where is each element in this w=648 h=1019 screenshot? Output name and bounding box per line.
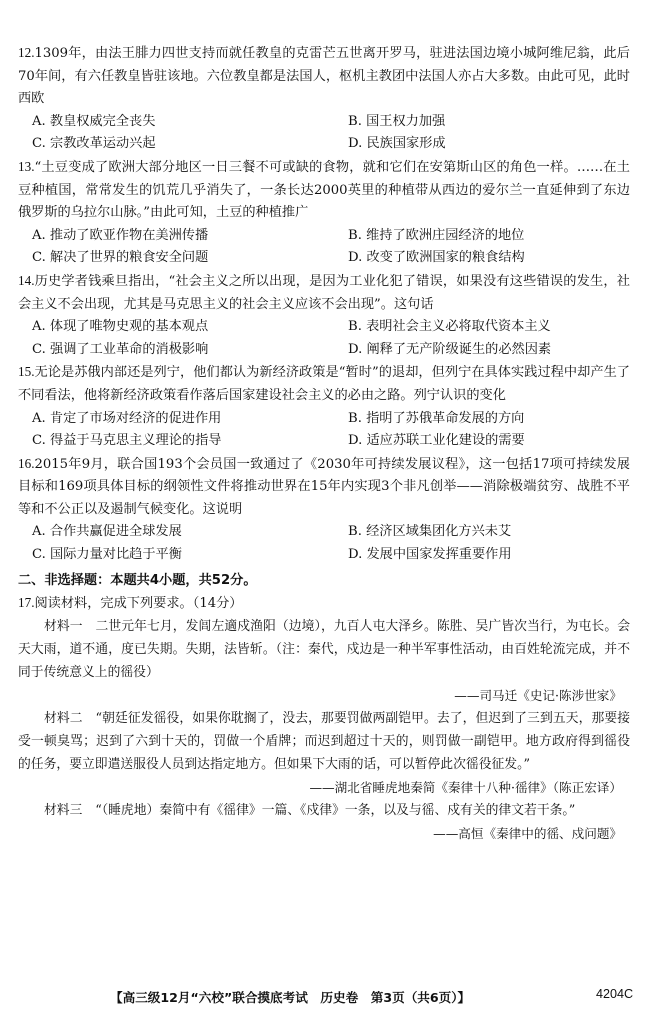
option-a: A. 合作共赢促进全球发展 — [32, 524, 182, 540]
option-d: D. 民族国家形成 — [348, 136, 446, 152]
section-title: 二、非选择题：本题共4小题，共52分。 — [18, 572, 257, 588]
option-a: A. 体现了唯物史观的基本观点 — [32, 319, 209, 335]
question-13 — [18, 156, 630, 270]
question-16 — [18, 453, 630, 567]
option-c: C. 国际力量对比趋于平衡 — [32, 547, 182, 563]
question-text: 历史学者钱乘旦指出，“社会主义之所以出现，是因为工业化犯了错误，如果没有这些错误的发生，社会主义不会出现，尤其是马克思主义的社会主义应该不会出现”。这句话 — [18, 273, 630, 312]
material-3 — [18, 799, 630, 845]
footer-exam-info: 【高三级12月“六校”联合摸底考试 历史卷 第3页（共6页）】 — [110, 990, 471, 1005]
question-number: 16. — [18, 455, 35, 471]
question-17 — [18, 592, 630, 616]
question-15 — [18, 361, 630, 452]
options — [18, 111, 630, 156]
material-source: ——湖北省睡虎地秦简《秦律十八种·徭律》（陈正宏译） — [309, 780, 622, 796]
option-b: B. 指明了苏俄革命发展的方向 — [348, 410, 525, 426]
question-text: 1309年，由法王腓力四世支持而就任教皇的克雷芒五世离开罗马，驻进法国边境小城阿维尼翁，此后70年间，有六任教皇皆驻该地。六位教皇都是法国人，枢机主教团中法国人亦占大多数。由此可见，此时西欧 — [18, 46, 630, 107]
question-text: 2015年9月，联合国193个会员国一致通过了《2030年可持续发展议程》，这一包括17项可持续发展目标和169项具体目标的纲领性文件将推动世界在15年内实现3个非凡创举——消除极端贫穷、战胜不平等和不公正以及遏制气候变化。这说明 — [18, 456, 630, 517]
footer-code: 4204C — [596, 987, 634, 1001]
option-c: C. 宗教改革运动兴起 — [32, 136, 156, 152]
options — [18, 316, 630, 361]
question-number: 14. — [18, 272, 35, 288]
material-text: 材料三 “（睡虎地）秦简中有《徭律》一篇、《戍律》一条，以及与徭、戍有关的律文若干条。” — [44, 803, 576, 819]
material-source: ——高恒《秦律中的徭、戍问题》 — [433, 826, 622, 842]
option-c: C. 得益于马克思主义理论的指导 — [32, 433, 222, 449]
option-b: B. 国王权力加强 — [348, 113, 446, 129]
option-d: D. 发展中国家发挥重要作用 — [348, 547, 512, 563]
question-number: 17. — [18, 594, 35, 610]
question-number: 15. — [18, 364, 35, 380]
material-1 — [18, 615, 630, 707]
option-b: B. 经济区域集团化方兴未艾 — [348, 524, 512, 540]
material-text: 材料二 “朝廷征发徭役，如果你耽搁了，没去，那要罚做两副铠甲。去了，但迟到了三到五天，那要接受一顿臭骂；迟到了六到十天的，罚做一个盾牌；而迟到超过十天的，则罚做一副铠甲。地方政府得到徭役的任务，要立即遣送服役人员到达指定地方。但如果下大雨的话，可以暂停此次徭役征发。” — [18, 711, 630, 773]
option-d: D. 改变了欧洲国家的粮食结构 — [348, 250, 525, 266]
material-2 — [18, 707, 630, 799]
options — [18, 225, 630, 270]
options — [18, 521, 630, 566]
question-12 — [18, 42, 630, 156]
options — [18, 408, 630, 453]
option-a: A. 肯定了市场对经济的促进作用 — [32, 410, 222, 426]
material-source: ——司马迁《史记·陈涉世家》 — [454, 688, 622, 704]
option-d: D. 适应苏联工业化建设的需要 — [348, 433, 525, 449]
option-c: C. 解决了世界的粮食安全问题 — [32, 250, 209, 266]
option-b: B. 表明社会主义必将取代资本主义 — [348, 319, 551, 335]
option-d: D. 阐释了无产阶级诞生的必然因素 — [348, 341, 552, 357]
option-a: A. 推动了欧亚作物在美洲传播 — [32, 227, 209, 243]
option-b: B. 维持了欧洲庄园经济的地位 — [348, 227, 525, 243]
question-text: 无论是苏俄内部还是列宁，他们都认为新经济政策是“暂时”的退却，但列宁在具体实践过程中却产生了不同看法，他将新经济政策看作落后国家建设社会主义的必由之路。列宁认识的变化 — [18, 365, 630, 403]
option-a: A. 教皇权威完全丧失 — [32, 113, 156, 129]
question-text: 阅读材料，完成下列要求。（14分） — [34, 595, 243, 611]
material-text: 材料一 二世元年七月，发闾左適戍渔阳（边境），九百人屯大泽乡。陈胜、吴广皆次当行，为屯长。会天大雨，道不通，度已失期。失期，法皆斩。（注：秦代，戍边是一种半军事性活动，由百姓轮流完成，并不同于传统意义上的徭役） — [18, 619, 630, 681]
question-text: “土豆变成了欧洲大部分地区一日三餐不可或缺的食物，就和它们在安第斯山区的角色一样。……在土豆种植国，常常发生的饥荒几乎消失了，一条长达2000英里的种植带从西边的爱尔兰一直延伸到了东边俄罗斯的乌拉尔山脉。”由此可知，土豆的种植推广 — [18, 159, 630, 221]
option-c: C. 强调了工业革命的消极影响 — [32, 341, 209, 357]
question-number: 13. — [18, 158, 35, 174]
question-number: 12. — [18, 45, 35, 60]
question-14 — [18, 270, 630, 361]
